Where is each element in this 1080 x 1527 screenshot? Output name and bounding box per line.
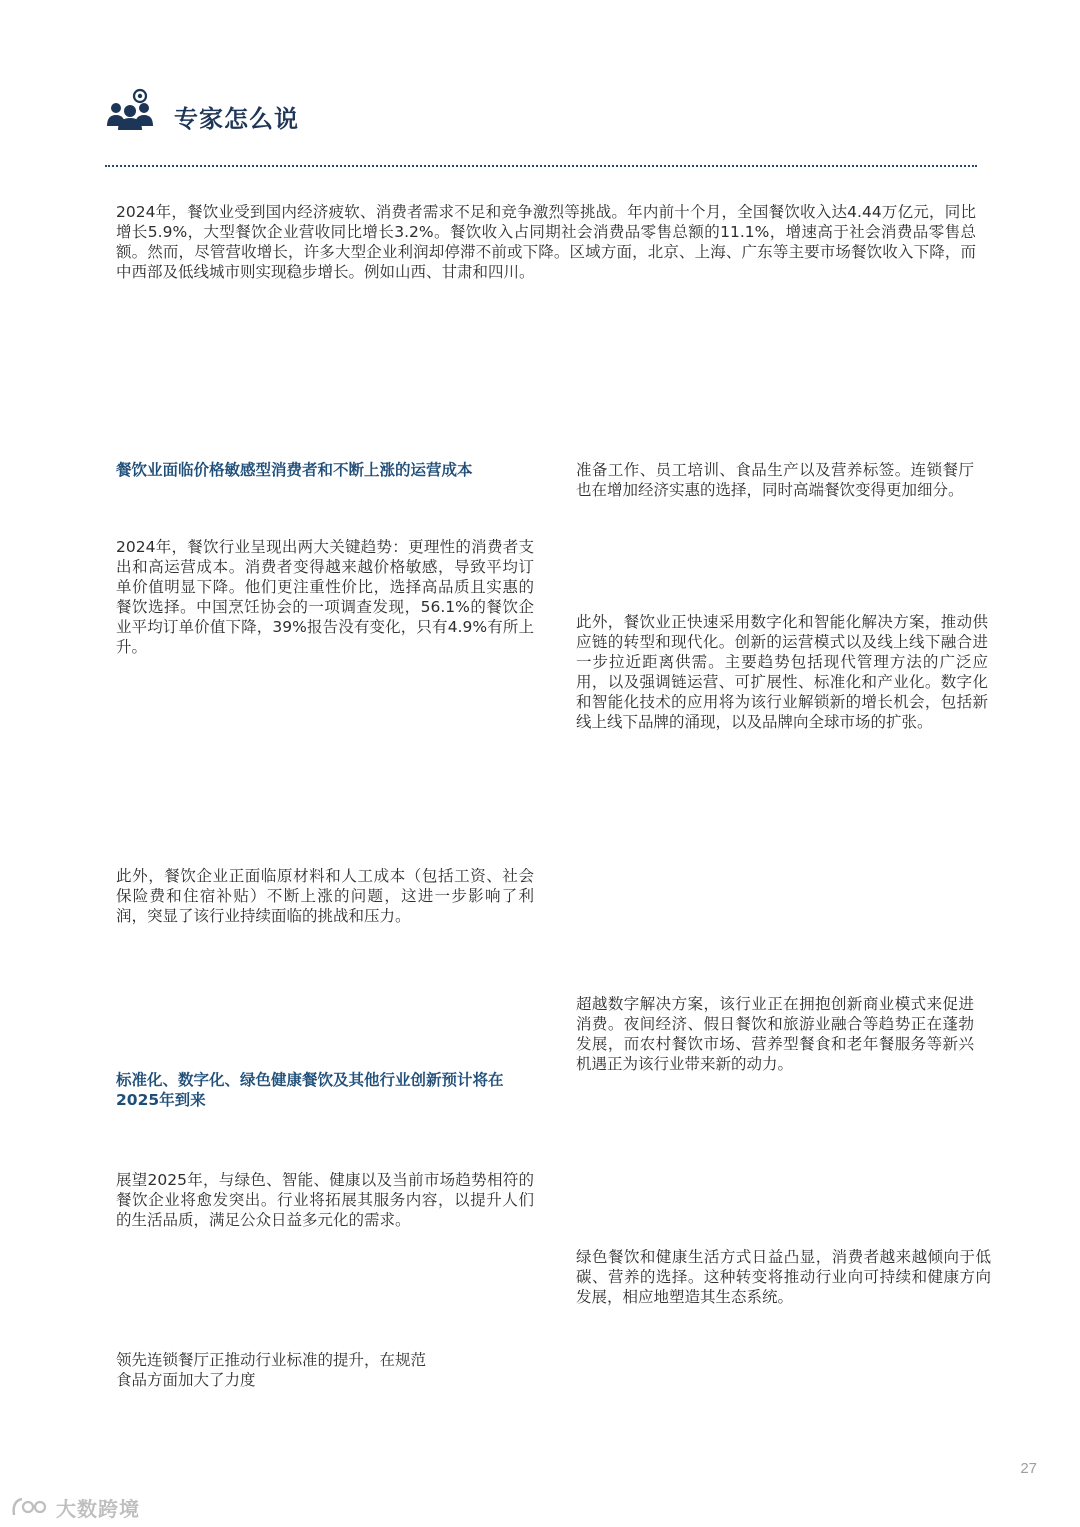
right-paragraph-green: 绿色餐饮和健康生活方式日益凸显，消费者越来越倾向于低碳、营养的选择。这种转变将推动行业向可持续和健康方向发展，相应地塑造其生态系统。 <box>576 1248 991 1306</box>
right-paragraph-business-models: 超越数字解决方案，该行业正在拥抱创新商业模式来促进消费。夜间经济、假日餐饮和旅游业融合等趋势正在蓬勃发展，而农村餐饮市场、营养型餐食和老年餐服务等新兴机遇正为该行业带来新的动力。 <box>576 995 974 1073</box>
standards-line-1: 领先连锁餐厅正推动行业标准的提升，在规范 <box>116 1351 427 1369</box>
standards-line-2: 食品方面加大了力度 <box>116 1371 256 1389</box>
page-title: 专家怎么说 <box>174 105 299 133</box>
dotted-divider <box>105 165 977 167</box>
section-heading-2025: 标准化、数字化、绿色健康餐饮及其他行业创新预计将在2025年到来 <box>116 1071 504 1109</box>
left-paragraph-trends: 2024年，餐饮行业呈现出两大关键趋势：更理性的消费者支出和高运营成本。消费者变得越来越价格敏感，导致平均订单价值明显下降。他们更注重性价比，选择高品质且实惠的餐饮选择。中国烹饪协会的一项调查发现，56.1%的餐饮企业平均订单价值下降，39%报告没有变化，只有4.9%有所上升。 <box>116 538 534 656</box>
watermark-text: 大数跨境 <box>56 1496 140 1521</box>
left-paragraph-standards <box>116 1350 534 1390</box>
page-number: 27 <box>1020 1460 1037 1477</box>
watermark-logo-icon <box>10 1495 50 1519</box>
watermark <box>10 1492 140 1522</box>
intro-paragraph: 2024年，餐饮业受到国内经济疲软、消费者需求不足和竞争激烈等挑战。年内前十个月，全国餐饮收入达4.44万亿元，同比增长5.9%，大型餐饮企业营收同比增长3.2%。餐饮收入占同期社会消费品零售总额的11.1%，增速高于社会消费品零售总额。然而，尽管营收增长，许多大型企业利润却停滞不前或下降。区域方面，北京、上海、广东等主要市场餐饮收入下降，而中西部及低线城市则实现稳步增长。例如山西、甘肃和四川。 <box>116 203 976 281</box>
section-heading-cost: 餐饮业面临价格敏感型消费者和不断上涨的运营成本 <box>116 461 473 479</box>
left-paragraph-costs: 此外，餐饮企业正面临原材料和人工成本（包括工资、社会保险费和住宿补贴）不断上涨的问题，这进一步影响了利润，突显了该行业持续面临的挑战和压力。 <box>116 867 534 925</box>
right-paragraph-digital: 此外，餐饮业正快速采用数字化和智能化解决方案，推动供应链的转型和现代化。创新的运营模式以及线上线下融合进一步拉近距离供需。主要趋势包括现代管理方法的广泛应用，以及强调链运营、可扩展性、标准化和产业化。数字化和智能化技术的应用将为该行业解锁新的增长机会，包括新线上线下品牌的涌现，以及品牌向全球市场的扩张。 <box>576 613 988 731</box>
right-paragraph-preparation: 准备工作、员工培训、食品生产以及营养标签。连锁餐厅也在增加经济实惠的选择，同时高端餐饮变得更加细分。 <box>576 461 974 499</box>
left-paragraph-outlook: 展望2025年，与绿色、智能、健康以及当前市场趋势相符的餐饮企业将愈发突出。行业将拓展其服务内容，以提升人们的生活品质，满足公众日益多元化的需求。 <box>116 1171 534 1229</box>
users-group-icon <box>104 88 156 134</box>
